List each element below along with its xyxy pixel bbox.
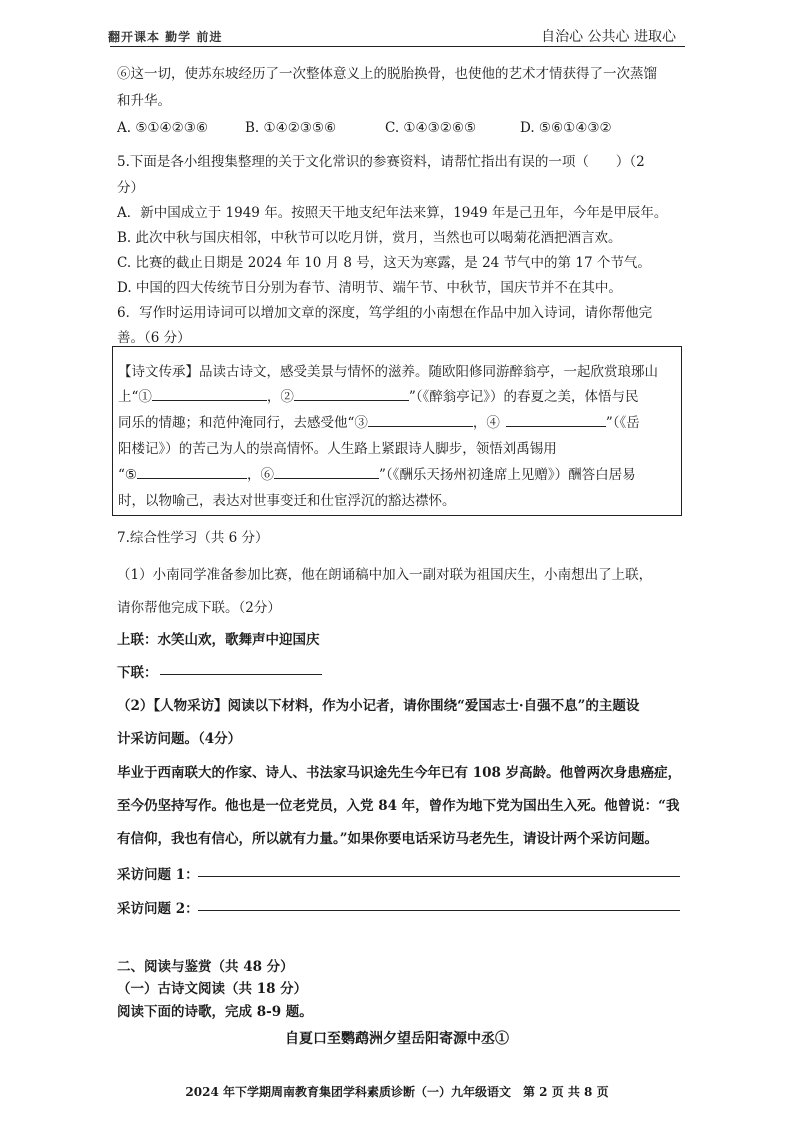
header-left-text: 翻开课本 勤学 前进 <box>108 30 223 44</box>
box-line3 <box>118 411 640 431</box>
box-line2-start: 上“① <box>118 389 152 405</box>
box-line3-start: 同乐的情趣；和范仲淹同行，去感受他“③ <box>118 415 368 431</box>
blank-6[interactable] <box>274 464 379 479</box>
section2-instruction: 阅读下面的诗歌，完成 8-9 题。 <box>117 1004 313 1020</box>
q4-option-a: A. ⑤①④②③⑥ <box>117 120 208 136</box>
poem-title: 自夏口至鹦鹉洲夕望岳阳寄源中丞① <box>285 1031 509 1047</box>
box-line4: 阳楼记》）的苦己为人的崇高情怀。人生路上紧跟诗人脚步，领悟刘禹锡用 <box>118 441 557 457</box>
box-line5-start: “⑤ <box>118 467 138 483</box>
box-line5-mid: ，⑥ <box>247 467 275 483</box>
page-footer: 2024 年下学期周南教育集团学科素质诊断（一）九年级语文 第 2 页 共 8 页 <box>185 1085 609 1099</box>
lower-couplet-label: 下联： <box>117 665 158 681</box>
box-line3-mid: ，④ <box>472 415 500 431</box>
box-line5-end: ”（《酬乐天扬州初逢席上见赠》）酬答白居易 <box>379 467 636 483</box>
section2-subtitle: （一）古诗文阅读（共 18 分） <box>117 981 308 997</box>
interview-question-2-line[interactable] <box>198 910 680 911</box>
q5-option-c: C. 比赛的截止日期是 2024 年 10 月 8 号，这天为寒露，是 24 节气中的第 17 个节气。 <box>117 255 651 271</box>
q7-part1-line1: （1）小南同学准备参加比赛，他在朗诵稿中加入一副对联为祖国庆生，小南想出了上联， <box>117 567 653 583</box>
q5-option-a: A．新中国成立于 1949 年。按照天干地支纪年法来算，1949 年是己丑年，今年是甲辰年。 <box>117 205 668 221</box>
header-motto: 自治心 公共心 进取心 <box>541 29 676 45</box>
q5-stem-line1: 5.下面是各小组搜集整理的关于文化常识的参赛资料，请帮忙指出有误的一项（ ）（2 <box>117 154 645 170</box>
interview-question-2-label: 采访问题 2： <box>117 901 199 917</box>
box-line2 <box>118 385 639 405</box>
q7-part1-line2: 请你帮他完成下联。（2分） <box>117 600 281 616</box>
q7-part2-line2: 计采访问题。（4分） <box>117 731 242 747</box>
material-line3: 有信仰，我也有信心，所以就有力量。”如果你要电话采访马老先生，请设计两个采访问题。 <box>117 831 659 847</box>
q4-text-line1: ⑥这一切，使苏东坡经历了一次整体意义上的脱胎换骨，也使他的艺术才情获得了一次蒸馏 <box>117 66 657 82</box>
interview-question-1-label: 采访问题 1： <box>117 867 199 883</box>
q4-text-line2: 和升华。 <box>117 93 171 109</box>
lower-couplet-answer-line[interactable] <box>160 674 322 675</box>
blank-4[interactable] <box>506 412 606 427</box>
q5-option-d: D. 中国的四大传统节日分别为春节、清明节、端午节、中秋节，国庆节并不在其中。 <box>117 280 622 296</box>
q7-part2-line1: （2）【人物采访】阅读以下材料，作为小记者，请你围绕“爱国志士·自强不息”的主题设 <box>117 698 640 714</box>
q5-option-b: B. 此次中秋与国庆相邻，中秋节可以吃月饼，赏月，当然也可以喝菊花酒把酒言欢。 <box>117 230 622 246</box>
box-line2-mid: ，② <box>266 389 294 405</box>
section2-title: 二、阅读与鉴赏（共 48 分） <box>117 959 294 975</box>
q4-option-c: C. ①④③②⑥⑤ <box>385 120 477 136</box>
material-line1: 毕业于西南联大的作家、诗人、书法家马识途先生今年已有 108 岁高龄。他曾两次身患癌症， <box>117 765 682 781</box>
blank-1[interactable] <box>152 386 267 401</box>
upper-couplet: 上联：水笑山欢，歌舞声中迎国庆 <box>117 632 320 648</box>
q7-title: 7.综合性学习（共 6 分） <box>117 530 269 546</box>
q5-stem-line2: 分） <box>117 180 144 196</box>
blank-5[interactable] <box>137 464 247 479</box>
box-line1: 【诗文传承】品读古诗文，感受美景与情怀的滋养。随欧阳修同游醉翁亭，一起欣赏琅琊山 <box>118 364 658 380</box>
blank-2[interactable] <box>294 386 409 401</box>
box-line2-end: ”（《醉翁亭记》）的春夏之美，体悟与民 <box>408 389 639 405</box>
box-line3-end: ”（《岳 <box>605 415 640 431</box>
material-line2: 至今仍坚持写作。他也是一位老党员，入党 84 年，曾作为地下党为国出生入死。他曾说：“我 <box>117 798 680 814</box>
header-divider <box>110 46 685 47</box>
q6-stem-line2: 善。（6 分） <box>117 330 191 346</box>
box-line6: 时，以物喻己，表达对世事变迁和仕宦浮沉的豁达襟怀。 <box>118 493 456 509</box>
q4-option-d: D. ⑤⑥①④③② <box>520 120 612 136</box>
box-line5 <box>118 463 636 483</box>
q4-option-b: B. ①④②③⑤⑥ <box>245 120 337 136</box>
blank-3[interactable] <box>368 412 473 427</box>
interview-question-1-line[interactable] <box>198 876 680 877</box>
q6-stem-line1: 6．写作时运用诗词可以增加文章的深度，笃学组的小南想在作品中加入诗词，请你帮他完 <box>117 305 653 321</box>
